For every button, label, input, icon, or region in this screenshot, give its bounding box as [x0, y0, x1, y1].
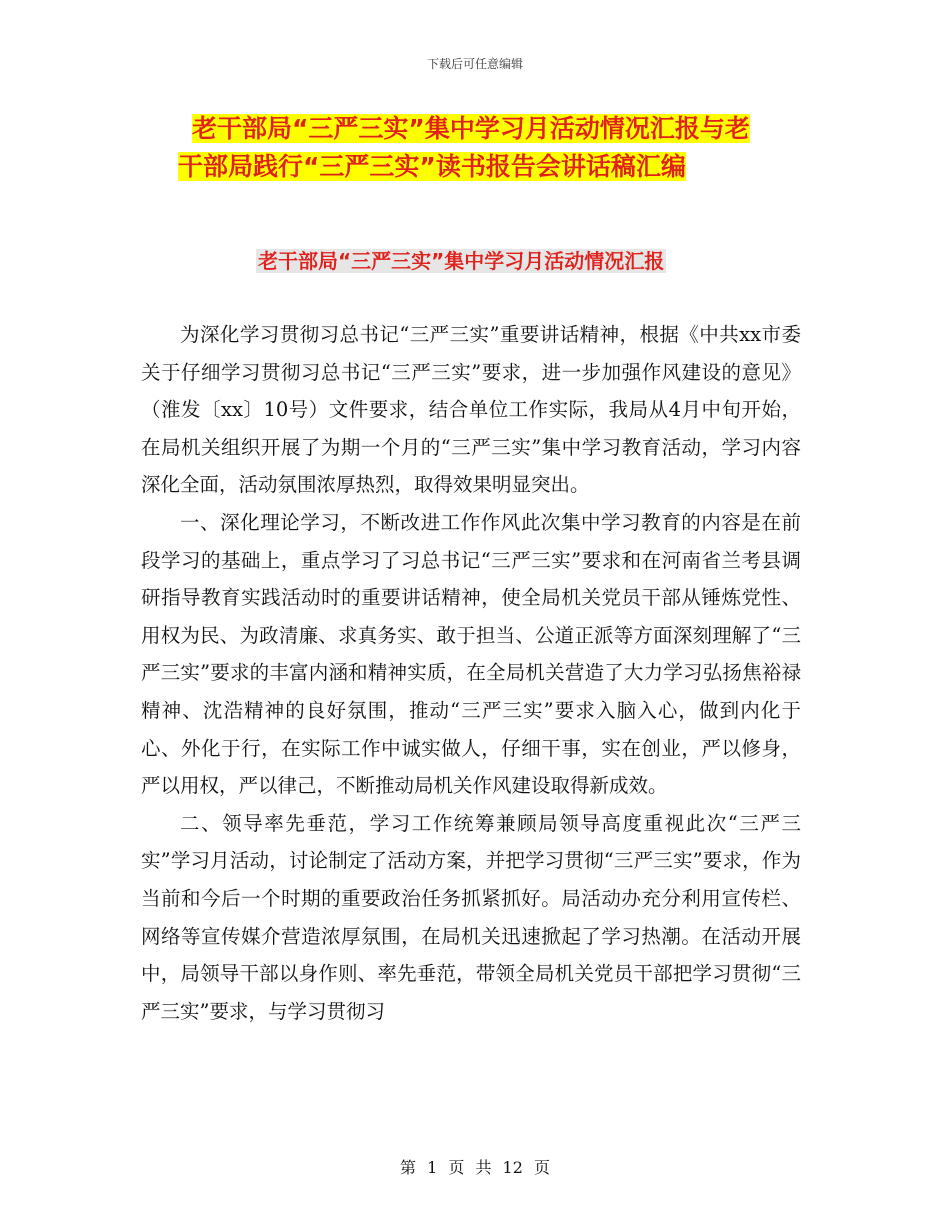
- document-title: [178, 110, 812, 186]
- paragraph: 二、领导率先垂范，学习工作统筹兼顾局领导高度重视此次“三严三实”学习月活动，讨论制定了活动方案，并把学习贯彻“三严三实”要求，作为当前和今后一个时期的重要政治任务抓紧抓好。局活动办充分利用宣传栏、网络等宣传媒介营造浓厚氛围，在局机关迅速掀起了学习热潮。在活动开展中，局领导干部以身作则、率先垂范，带领全局机关党员干部把学习贯彻“三严三实”要求，与学习贯彻习: [141, 811, 801, 1023]
- page-footer: 第 1 页 共 12 页: [400, 1158, 550, 1177]
- title-line-1-text: 老干部局“三严三实”集中学习月活动情况汇报与老: [192, 114, 750, 143]
- title-line-2-text: 干部局践行“三严三实”读书报告会讲话稿汇编: [178, 152, 686, 181]
- paragraph: 一、深化理论学习，不断改进工作作风此次集中学习教育的内容是在前段学习的基础上，重点学习了习总书记“三严三实”要求和在河南省兰考县调研指导教育实践活动时的重要讲话精神，使全局机关党员干部从锤炼党性、用权为民、为政清廉、求真务实、敢于担当、公道正派等方面深刻理解了“三严三实”要求的丰富内涵和精神实质，在全局机关营造了大力学习弘扬焦裕禄精神、沈浩精神的良好氛围，推动“三严三实”要求入脑入心，做到内化于心、外化于行，在实际工作中诚实做人，仔细干事，实在创业，严以修身，严以用权，严以律己，不断推动局机关作风建设取得新成效。: [141, 510, 801, 798]
- body-text: [141, 316, 801, 1030]
- section-title-text: 老干部局“三严三实”集中学习月活动情况汇报: [258, 249, 665, 273]
- section-title: [256, 246, 666, 276]
- title-line-2: [178, 148, 812, 186]
- header-note: 下载后可任意编辑: [426, 57, 523, 71]
- paragraph: 为深化学习贯彻习总书记“三严三实”重要讲话精神，根据《中共xx市委关于仔细学习贯彻习总书记“三严三实”要求，进一步加强作风建设的意见》（淮发〔xx〕10号）文件要求，结合单位工作实际，我局从4月中旬开始，在局机关组织开展了为期一个月的“三严三实”集中学习教育活动，学习内容深化全面，活动氛围浓厚热烈，取得效果明显突出。: [141, 323, 801, 497]
- title-line-1: [192, 110, 812, 148]
